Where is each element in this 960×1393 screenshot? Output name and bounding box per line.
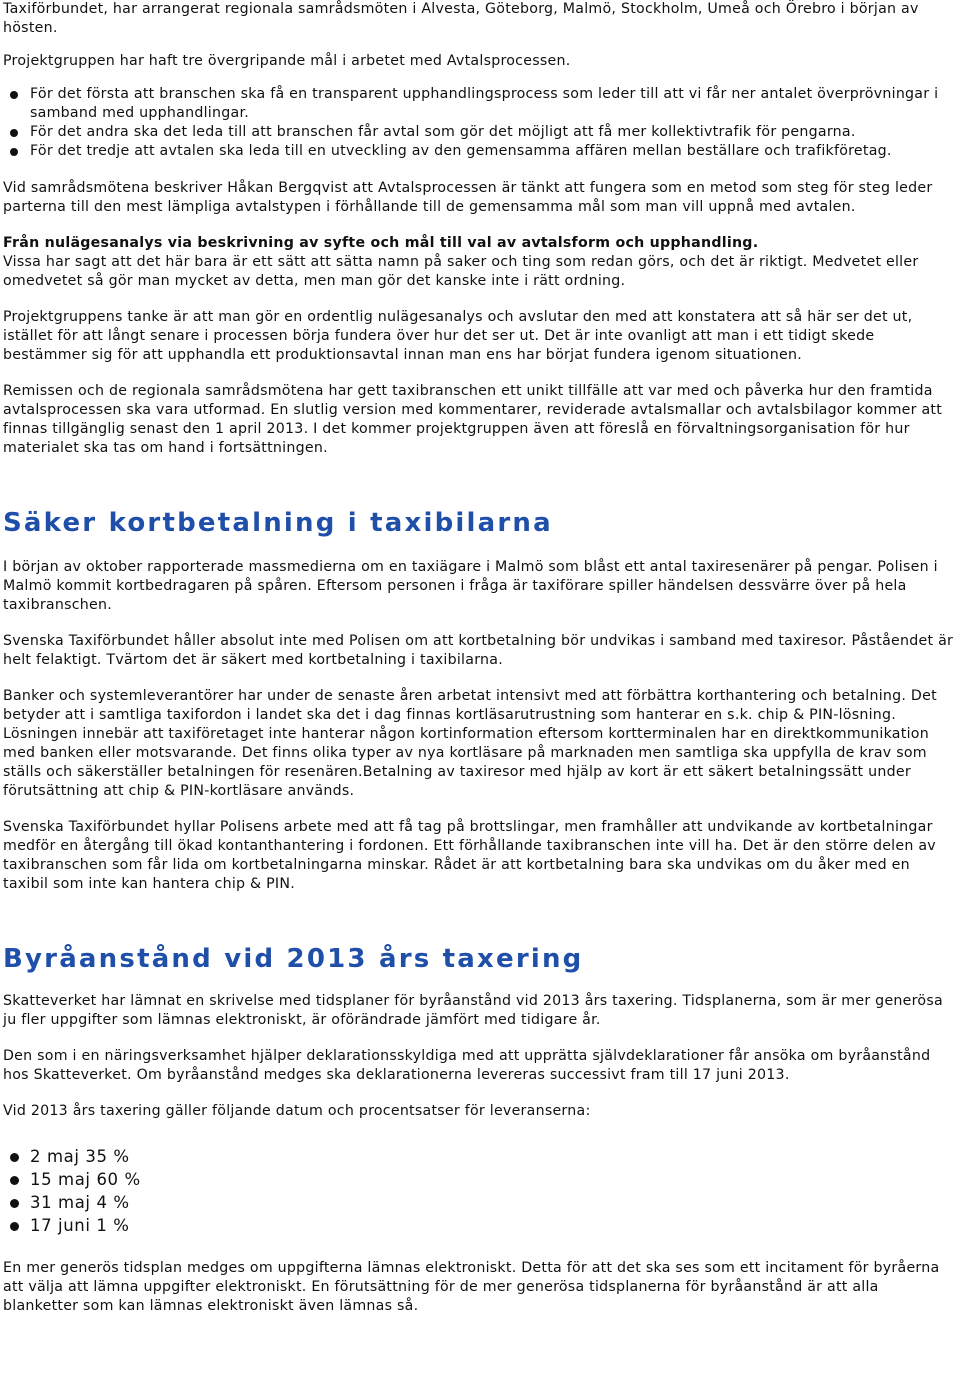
body-paragraph: I början av oktober rapporterade massmedierna om en taxiägare i Malmö som blåst ett antal taxiresenärer på pengar. Polisen i Malmö kommit kortbedragaren på spåren. Eftersom personen i fråga är taxiförare spiller händelsen dessvärre över på hela taxibranschen. (3, 559, 938, 613)
deadline-item: 31 maj 4 % (30, 1191, 957, 1214)
goal-item: För det andra ska det leda till att branschen får avtal som gör det möjligt att få mer kollektivtrafik för pengarna. (30, 123, 957, 142)
deadline-item: 2 maj 35 % (30, 1145, 957, 1168)
body-paragraph: Skatteverket har lämnat en skrivelse med tidsplaner för byråanstånd vid 2013 års taxering. Tidsplanerna, som är mer generösa ju fler uppgifter som lämnas elektroniskt, är oförändrade jämfört med tidigare år. (3, 993, 943, 1028)
body-paragraph: Vissa har sagt att det här bara är ett sätt att sätta namn på saker och ting som redan görs, och det är riktigt. Medvetet eller omedvetet så gör man mycket av detta, men man gör det kanske inte i rätt ordning. (3, 254, 919, 289)
body-paragraph: Projektgruppens tanke är att man gör en ordentlig nulägesanalys och avslutar den med att konstatera att så här ser det ut, istället för att långt senare i processen börja fundera över hur det ser ut. Det är inte ovanligt att man i ett tidigt skede bestämmer sig för att upphandla ett produktionsavtal innan man ens har börjat fundera igenom situationen. (3, 309, 913, 363)
deadline-item: 17 juni 1 % (30, 1214, 957, 1237)
section-heading-tax-deferral: Byråanstånd vid 2013 års taxering (3, 944, 584, 974)
body-paragraph: Banker och systemleverantörer har under de senaste åren arbetat intensivt med att förbättra korthantering och betalning. Det betyder att i samtliga taxifordon i landet ska det i dag finnas kortläsarutrustning som hanterar en s.k. chip & PIN-lösning. Lösningen innebär att taxiföretaget inte hanterar någon kortinformation eftersom kortterminalen har en direktkommunikation med banken eller motsvarande. Det finns olika typer av nya kortläsare på marknaden men samtliga ska uppfylla de krav som ställs och säkerställer betalningen för resenären.Betalning av taxiresor med hjälp av kort är ett säkert betalningssätt under förutsättning att chip & PIN-kortläsare används. (3, 688, 937, 799)
document-page (3, 0, 957, 1316)
body-paragraph: Den som i en näringsverksamhet hjälper deklarationsskyldiga med att upprätta självdeklarationer får ansöka om byråanstånd hos Skatteverket. Om byråanstånd medges ska deklarationerna levereras successivt fram till 17 juni 2013. (3, 1048, 931, 1083)
body-paragraph: Remissen och de regionala samrådsmötena har gett taxibranschen ett unikt tillfälle att var med och påverka hur den framtida avtalsprocessen ska vara utformad. En slutlig version med kommentarer, reviderade avtalsmallar och avtalsbilagor kommer att finnas tillgänglig senast den 1 april 2013. I det kommer projektgruppen även att föreslå en förvaltningsorganisation för hur materialet ska tas om hand i fortsättningen. (3, 383, 943, 456)
goals-list (3, 85, 957, 161)
goal-item: För det första att branschen ska få en transparent upphandlingsprocess som leder till att vi får ner antalet överprövningar i samband med upphandlingar. (30, 85, 957, 123)
body-paragraph: Vid 2013 års taxering gäller följande datum och procentsatser för leveranserna: (3, 1103, 591, 1119)
body-paragraph: Svenska Taxiförbundet hyllar Polisens arbete med att få tag på brottslingar, men framhåller att undvikande av kortbetalningar medför en återgång till ökad kontanthantering i fordonen. Ett förhållande taxibranschen inte vill ha. Det är den större delen av taxibranschen som får lida om kortbetalningarna minskar. Rådet är att kortbetalning bara ska undvikas om du åker med en taxibil som inte kan hantera chip & PIN. (3, 819, 936, 892)
goal-item: För det tredje att avtalen ska leda till en utveckling av den gemensamma affären mellan beställare och trafikföretag. (30, 142, 957, 161)
subheading: Från nulägesanalys via beskrivning av syfte och mål till val av avtalsform och upphandling. (3, 235, 759, 251)
section-heading-card-payment: Säker kortbetalning i taxibilarna (3, 508, 553, 538)
body-paragraph: En mer generös tidsplan medges om uppgifterna lämnas elektroniskt. Detta för att det ska ses som ett incitament för byråerna att välja att lämna uppgifter elektroniskt. En förutsättning för de mer generösa tidsplanerna för byråanstånd är att alla blanketter som kan lämnas elektroniskt även lämnas så. (3, 1260, 940, 1314)
deadline-item: 15 maj 60 % (30, 1168, 957, 1191)
body-paragraph: Vid samrådsmötena beskriver Håkan Bergqvist att Avtalsprocessen är tänkt att fungera som en metod som steg för steg leder parterna till den mest lämpliga avtalstypen i förhållande till de gemensamma mål som man vill uppnå med avtalen. (3, 180, 933, 215)
body-paragraph: Svenska Taxiförbundet håller absolut inte med Polisen om att kortbetalning bör undvikas i samband med taxiresor. Påståendet är helt felaktigt. Tvärtom det är säkert med kortbetalning i taxibilarna. (3, 633, 954, 668)
deadlines-list (3, 1145, 957, 1237)
intro-paragraph: Taxiförbundet, har arrangerat regionala samrådsmöten i Alvesta, Göteborg, Malmö, Stockholm, Umeå och Örebro i början av hösten. (3, 1, 919, 36)
intro-goals-lead: Projektgruppen har haft tre övergripande mål i arbetet med Avtalsprocessen. (3, 53, 571, 69)
